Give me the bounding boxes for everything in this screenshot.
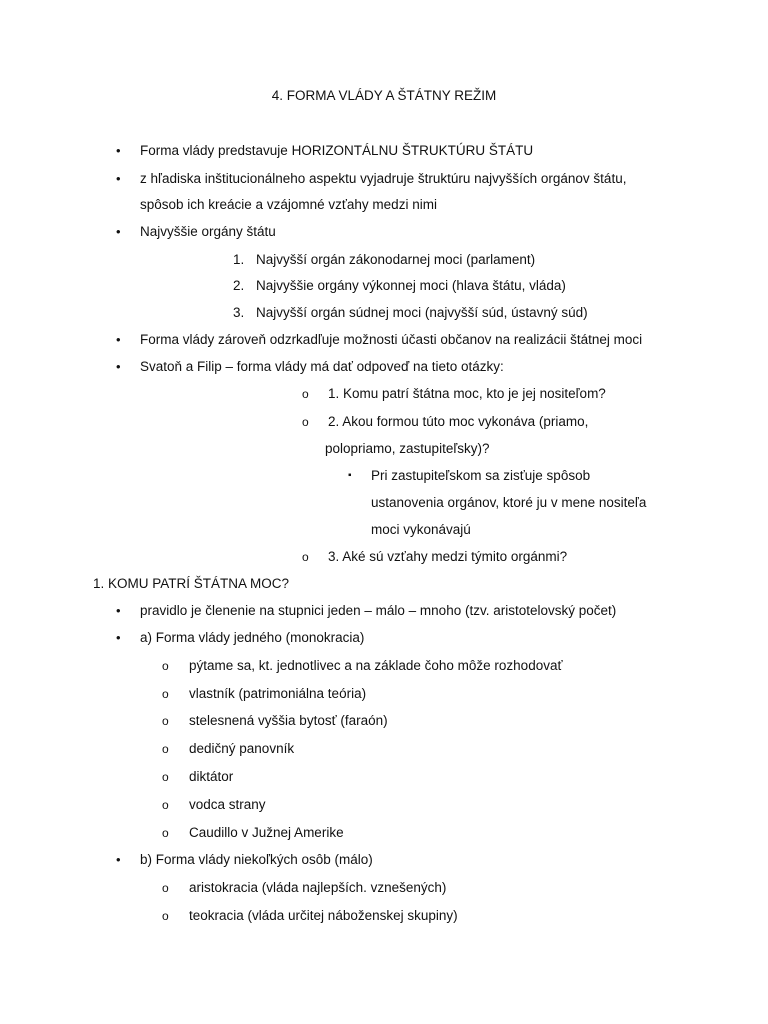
bullet-text: Najvyššie orgány štátu: [140, 224, 276, 239]
bullet-marker: •: [116, 630, 121, 645]
question-item-continued: polopriamo, zastupiteľsky)?: [325, 441, 490, 456]
list-item: stelesnená vyššia bytosť (faraón): [189, 713, 388, 728]
bullet-text: Forma vlády zároveň odzrkadľuje možnosti účasti občanov na realizácii štátnej moci: [140, 332, 643, 347]
sub-item: Pri zastupiteľskom sa zisťuje spôsob: [371, 468, 591, 483]
number-marker: 1.: [233, 252, 245, 267]
bullet-marker: •: [116, 852, 121, 867]
number-marker: 2.: [233, 278, 245, 293]
circle-marker: o: [302, 387, 309, 401]
list-item: aristokracia (vláda najlepších. vznešených): [189, 880, 447, 895]
numbered-item: Najvyššie orgány výkonnej moci (hlava štátu, vláda): [256, 278, 566, 293]
circle-marker: o: [162, 687, 169, 701]
number-marker: 3.: [233, 305, 245, 320]
bullet-text-continued: spôsob ich kreácie a vzájomné vzťahy medzi nimi: [140, 197, 437, 212]
bullet-text: Forma vlády predstavuje HORIZONTÁLNU ŠTRUKTÚRU ŠTÁTU: [140, 143, 534, 158]
section-heading: 1. KOMU PATRÍ ŠTÁTNA MOC?: [93, 576, 290, 591]
list-item: vodca strany: [189, 797, 266, 812]
question-item: 2. Akou formou túto moc vykonáva (priamo,: [328, 414, 589, 429]
numbered-item: Najvyšší orgán zákonodarnej moci (parlament): [256, 252, 536, 267]
bullet-text: a) Forma vlády jedného (monokracia): [140, 630, 365, 645]
numbered-item: Najvyšší orgán súdnej moci (najvyšší súd, ústavný súd): [256, 305, 588, 320]
list-item: pýtame sa, kt. jednotlivec a na základe čoho môže rozhodovať: [189, 658, 563, 673]
circle-marker: o: [162, 659, 169, 673]
sub-item-continued: moci vykonávajú: [371, 522, 471, 537]
list-item: diktátor: [189, 769, 234, 784]
page-title: 4. FORMA VLÁDY A ŠTÁTNY REŽIM: [271, 88, 497, 103]
question-item: 3. Aké sú vzťahy medzi týmito orgánmi?: [328, 549, 568, 564]
bullet-marker: •: [116, 359, 121, 374]
bullet-marker: •: [116, 224, 121, 239]
list-item: vlastník (patrimoniálna teória): [189, 686, 367, 701]
list-item: Caudillo v Južnej Amerike: [189, 825, 344, 840]
question-item: 1. Komu patrí štátna moc, kto je jej nositeľom?: [328, 386, 606, 401]
circle-marker: o: [162, 770, 169, 784]
circle-marker: o: [302, 550, 309, 564]
bullet-text: b) Forma vlády niekoľkých osôb (málo): [140, 852, 373, 867]
square-marker: ▪: [348, 470, 352, 481]
sub-item-continued: ustanovenia orgánov, ktoré ju v mene nositeľa: [371, 495, 647, 510]
list-item: dedičný panovník: [189, 741, 295, 756]
bullet-marker: •: [116, 171, 121, 186]
circle-marker: o: [162, 714, 169, 728]
circle-marker: o: [162, 798, 169, 812]
bullet-text: z hľadiska inštitucionálneho aspektu vyjadruje štruktúru najvyšších orgánov štátu,: [140, 171, 627, 186]
bullet-marker: •: [116, 143, 121, 158]
circle-marker: o: [162, 909, 169, 923]
bullet-marker: •: [116, 332, 121, 347]
bullet-text: Svatoň a Filip – forma vlády má dať odpoveď na tieto otázky:: [140, 359, 504, 374]
circle-marker: o: [162, 826, 169, 840]
list-item: teokracia (vláda určitej náboženskej skupiny): [189, 908, 458, 923]
circle-marker: o: [162, 881, 169, 895]
circle-marker: o: [302, 415, 309, 429]
circle-marker: o: [162, 742, 169, 756]
bullet-text: pravidlo je členenie na stupnici jeden – málo – mnoho (tzv. aristotelovský počet): [140, 603, 617, 618]
bullet-marker: •: [116, 603, 121, 618]
